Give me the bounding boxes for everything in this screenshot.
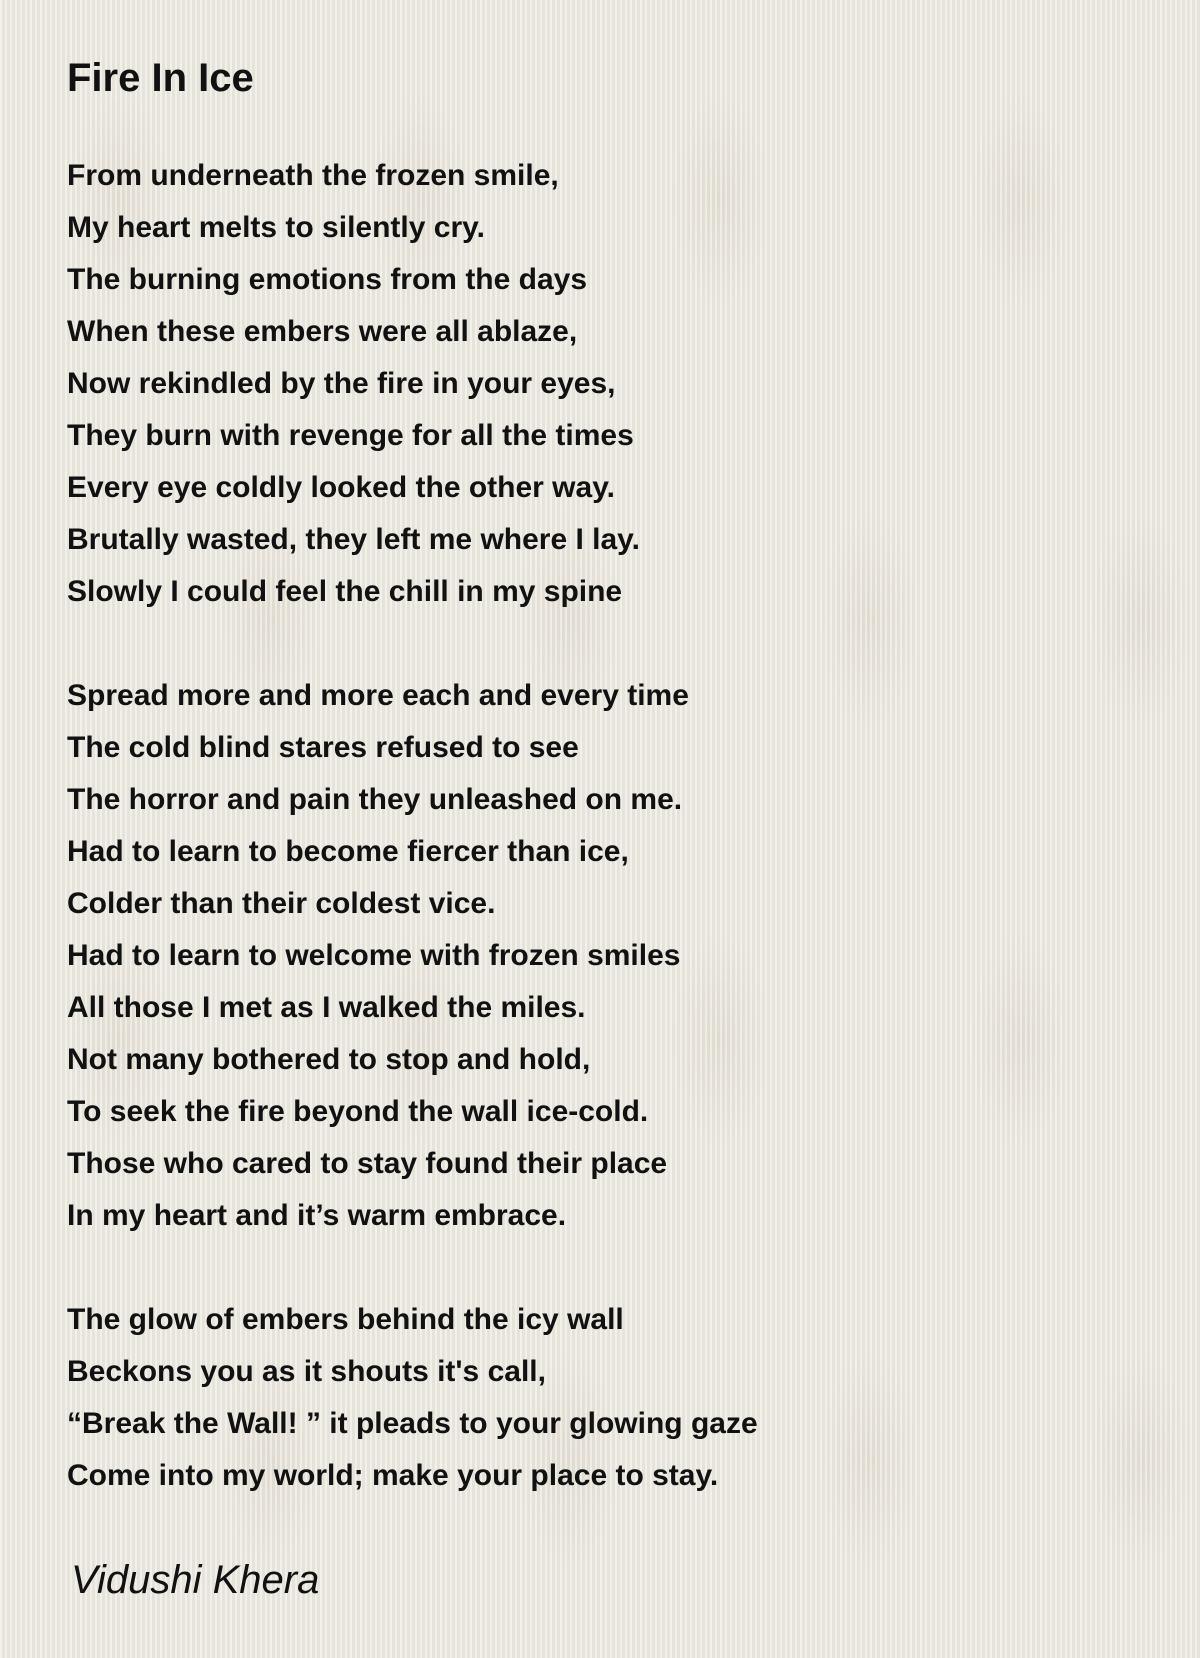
poem-line: All those I met as I walked the miles. (67, 991, 586, 1024)
poem-line: The burning emotions from the days (67, 263, 588, 296)
poem-line: The cold blind stares refused to see (67, 731, 579, 764)
poem-line: Every eye coldly looked the other way. (67, 471, 615, 504)
poem-author: Vidushi Khera (71, 1558, 320, 1602)
poem-line: Not many bothered to stop and hold, (67, 1043, 591, 1076)
poem-line: My heart melts to silently cry. (67, 211, 485, 244)
poem-line: From underneath the frozen smile, (67, 159, 559, 192)
poem-line: Those who cared to stay found their place (67, 1147, 668, 1180)
stanza-2 (67, 670, 1127, 1242)
poem-body (67, 150, 1127, 1554)
poem-line: Had to learn to become fiercer than ice, (67, 835, 629, 868)
poem-line: Spread more and more each and every time (67, 679, 689, 712)
poem-line: Had to learn to welcome with frozen smiles (67, 939, 681, 972)
poem-line: The horror and pain they unleashed on me. (67, 783, 683, 816)
stanza-3 (67, 1294, 1127, 1502)
poem-line: They burn with revenge for all the times (67, 419, 634, 452)
poem-line: When these embers were all ablaze, (67, 315, 578, 348)
poem-line: “Break the Wall! ” it pleads to your glowing gaze (67, 1407, 758, 1440)
poem-line: Brutally wasted, they left me where I lay. (67, 523, 640, 556)
poem-line: Now rekindled by the fire in your eyes, (67, 367, 616, 400)
poem-line: Colder than their coldest vice. (67, 887, 496, 920)
poem-line: The glow of embers behind the icy wall (67, 1303, 624, 1336)
poem-line: Come into my world; make your place to stay. (67, 1459, 719, 1492)
stanza-1 (67, 150, 1127, 618)
poem-line: In my heart and it’s warm embrace. (67, 1199, 567, 1232)
poem-title: Fire In Ice (67, 56, 254, 100)
poem-line: Slowly I could feel the chill in my spine (67, 575, 623, 608)
poem-line: Beckons you as it shouts it's call, (67, 1355, 546, 1388)
poem-line: To seek the fire beyond the wall ice-cold. (67, 1095, 649, 1128)
